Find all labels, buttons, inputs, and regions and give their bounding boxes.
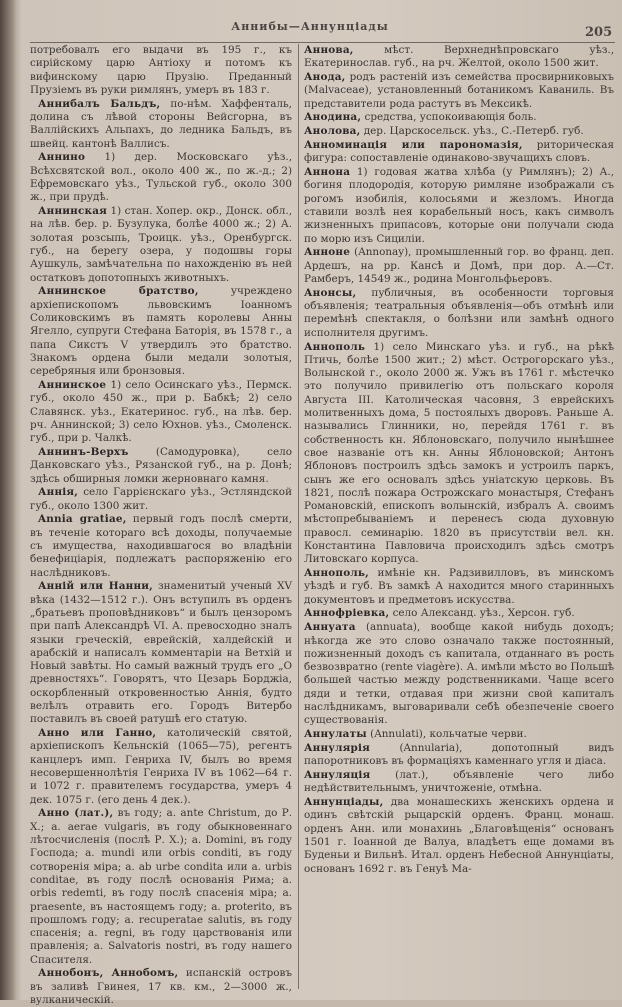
- entry-headword: Аннулярія: [304, 741, 371, 754]
- dictionary-entry: [30, 379, 292, 445]
- dictionary-entry: [30, 205, 292, 285]
- entry-headword: Аннуата: [304, 621, 356, 634]
- dictionary-entry: [30, 486, 292, 513]
- dictionary-entry: [304, 139, 614, 166]
- entry-text: 1) годовая жатва хлѣба (у Римлянъ); 2) А., богиня плодородія, которую римляне изображали съ рогомъ изобилія, колосьями и жезломъ. Иногда ставили возлѣ нея корабельный носъ, какъ символъ жизненныхъ припасовъ, которые они получали сюда по морю изъ Сициліи.: [304, 166, 614, 245]
- entry-text: по-нѣм. Хаффенталь, долина съ лѣвой стороны Вейсгорна, въ Валлійскихъ Альпахъ, до ледника Бальдъ, въ швейц. кантонѣ Валлисъ.: [30, 97, 292, 150]
- entry-text: имѣніе кн. Радзивилловъ, въ минскомъ уѣздѣ и губ. Въ замкѣ А находится много старинныхъ документовъ и предметовъ искусства.: [304, 567, 614, 606]
- book-gutter-shadow: [0, 0, 16, 1000]
- column-divider: [298, 44, 299, 989]
- dictionary-entry: [304, 287, 614, 340]
- entry-headword: Аннія,: [38, 486, 79, 499]
- entry-text: католическій святой, архіепископъ Кельнскій (1065—75), регентъ канцлеръ имп. Генриха IV, былъ во время несовершеннолѣтія Генриха IV въ 1062—64 г. и 1072 г. правителемъ государства, умеръ 4 дек. 1075 г. (его день 4 дек.).: [30, 727, 292, 806]
- dictionary-entry: [30, 807, 292, 967]
- entry-text: (лат.), объявленіе чего либо недѣйствительнымъ, уничтоженіе, отмѣна.: [304, 769, 614, 795]
- dictionary-entry: [304, 246, 614, 286]
- entry-headword: Анодина,: [304, 111, 362, 124]
- dictionary-entry: [304, 728, 614, 741]
- entry-text: въ году; a. ante Christum, до Р. Х.; a. aerae vulgaris, въ году обыкновеннаго лѣтосчисленія (послѣ Р. Х.); a. Domini, въ году Господа; a. mundi или orbis conditi, въ году сотворенія міра; a. ab urbe condita или a. urbis conditae, въ году послѣ основанія Рима; a. orbis redemti, въ году послѣ спасенія міра; a. praesente, въ настоящемъ году; a. proterito, въ прошломъ году; a. recuperatae salutis, въ году спасенія; a. regni, въ году царствованія или правленія; a. Salvatoris nostri, въ году нашего Спасителя.: [30, 807, 292, 966]
- entry-headword: Анно (лат.),: [38, 807, 114, 820]
- dictionary-entry: [30, 151, 292, 204]
- dictionary-entry: [30, 967, 292, 1007]
- entry-text: два монашескихъ женскихъ ордена и одинъ свѣтскій рыцарскій орденъ. Франц. монаш. орденъ Анн. или монахинь „Благовѣщенія“ основанъ 1501 г. Іоанной де Валуа, владѣетъ еще домами въ Буденьи и Вильнѣ. Итал. орденъ Небесной Аннунціаты, основанъ 1692 г. въ Генуѣ Ма-: [304, 796, 614, 875]
- dictionary-entry: [304, 769, 614, 796]
- left-column: [30, 44, 293, 1007]
- entry-text: потребовалъ его выдачи въ 195 г., къ сирійскому царю Антіоху и потомъ къ вифинскому царю Прузію. Преданный Прузіемъ въ руки римлянъ, умеръ въ 183 г.: [30, 44, 292, 96]
- dictionary-entry: [304, 166, 614, 246]
- entry-text: первый годъ послѣ смерти, въ теченіе котораго всѣ доходы, получаемые съ имущества, находившагося во владѣніи бенефиціарія, подлежатъ распоряженію его наслѣдниковъ.: [30, 513, 293, 579]
- entry-text: (Самодуровка), село Данковскаго уѣз., Рязанской губ., на р. Донѣ; здѣсь обширныя ломки жерновнаго камня.: [30, 445, 292, 485]
- dictionary-entry: [304, 111, 614, 124]
- running-head: Аннибы—Аннунціады: [231, 20, 389, 33]
- entry-headword: Анноминація или парономазія,: [304, 139, 523, 152]
- entry-headword: Анно или Ганно,: [38, 727, 157, 740]
- header-rule: [30, 42, 615, 43]
- dictionary-entry: [304, 341, 614, 567]
- entry-text: дер. Царскосельск. уѣз., С.-Петерб. губ.: [363, 125, 584, 138]
- entry-text: риторическая фигура: сопоставленіе одинаково-звучащихъ словъ.: [304, 139, 615, 165]
- entry-headword: Аннунціады,: [304, 796, 384, 809]
- entry-headword: Аннулаты: [304, 728, 367, 741]
- entry-text: село Александ. уѣз., Херсон. губ.: [392, 607, 575, 620]
- dictionary-entry: [304, 44, 614, 71]
- entry-headword: Аннинская: [38, 205, 108, 218]
- entry-text: 1) стан. Хопер. окр., Донск. обл., на лѣв. бер. р. Бузулука, болѣе 4000 ж.; 2) А. золотая розсыпь, Троицк. уѣз., Оренбургск. губ., на берегу озера, у подошвы горы Аушкуль, замѣчательна по нахожденію въ ней остатковъ допотопныхъ животныхъ.: [30, 205, 292, 284]
- dictionary-entry: [304, 567, 614, 607]
- entry-text: мѣст. Верхнеднѣпровскаго уѣз., Екатеринослав. губ., на рч. Желтой, около 1500 жит.: [304, 44, 615, 70]
- entry-headword: Аннобонъ, Аннобомъ,: [38, 967, 179, 980]
- entry-headword: Аннино: [38, 151, 86, 164]
- entry-headword: Анній или Нанни,: [38, 580, 153, 593]
- entry-text: средства, успокоивающія боль.: [364, 111, 537, 124]
- entry-text: село Гаррієнскаго уѣз., Эстляндской губ., около 1300 жит.: [30, 486, 292, 512]
- dictionary-entry: [30, 44, 292, 97]
- dictionary-entry: [30, 446, 292, 486]
- page-number: 205: [585, 25, 613, 40]
- dictionary-entry: [30, 513, 292, 579]
- entry-headword: Аннинское: [38, 378, 107, 391]
- right-column: [304, 44, 614, 994]
- entry-text: родъ растеній изъ семейства просвирниковыхъ (Malvaceae), установленный ботаникомъ Каваниль. Въ представители рода растутъ въ Мексикѣ.: [304, 71, 614, 110]
- entry-headword: Анолова,: [304, 125, 361, 138]
- dictionary-entry: [304, 71, 614, 111]
- dictionary-entry: [304, 621, 614, 727]
- entry-text: (annuata), вообще какой нибудь доходъ; нѣкогда же это слово означало также постоянный, пожизненный доходъ съ капитала, отданнаго въ рость безвозвратно (rente viagère). А. имѣли мѣсто во Польшѣ большей частью между родственниками. Чаще всего дяди и тетки, отдавая при жизни свой капиталъ наслѣдникамъ, выговаривали себѣ обезпеченіе своего существованія.: [304, 621, 614, 727]
- entry-text: (Annonay), промышленный гор. во франц. деп. Ардешъ, на рр. Кансѣ и Домѣ, при дор. А.—Ст. Рамберъ, 14549 ж., родина Монгольфьеровъ.: [304, 246, 615, 286]
- entry-text: испанскій островъ въ заливѣ Гвинея, 17 кв. км., 2—3000 ж., вулканическій.: [30, 967, 292, 1007]
- dictionary-entry: [30, 285, 292, 378]
- entry-headword: Аннибалъ Бальдъ,: [38, 97, 161, 110]
- entry-headword: Аннополь: [304, 340, 366, 353]
- entry-headword: Аннинъ-Верхъ: [38, 445, 129, 458]
- dictionary-entry: [30, 580, 292, 726]
- entry-text: (Annulati), кольчатые черви.: [370, 728, 527, 741]
- entry-text: 1) село Осинскаго уѣз., Пермск. губ., около 450 ж., при р. Бабкѣ; 2) село Славянск. уѣз., Екатеринос. губ., на лѣв. бер. рч. Аннинской; 3) село Юхнов. уѣз., Смоленск. губ., при р. Чалкѣ.: [30, 378, 292, 445]
- dictionary-entry: [304, 796, 614, 876]
- entry-headword: Аннова,: [304, 44, 354, 56]
- entry-text: (Annularia), допотопный видъ папоротниковъ въ формаціяхъ каменнаго угля и діаса.: [304, 741, 614, 768]
- entry-text: учреждено архіепископомъ львовскимъ Іоанномъ Соликовскимъ въ память королевы Анны Ягелло, супруги Стефана Баторія, въ 1578 г., а папа Сикстъ V утвердилъ это братство. Знакомъ ордена были медали золотыя, серебряныя или бронзовыя.: [30, 285, 292, 378]
- entry-headword: Аннуляція: [304, 769, 371, 782]
- dictionary-entry: [304, 742, 614, 769]
- dictionary-entry: [304, 125, 614, 138]
- entry-headword: Аннинское братство,: [38, 285, 199, 298]
- dictionary-entry: [30, 98, 292, 151]
- dictionary-entry: [304, 607, 614, 620]
- entry-headword: Анноне: [304, 246, 351, 259]
- dictionary-entry: [30, 727, 292, 807]
- entry-headword: Анода,: [304, 71, 346, 84]
- entry-headword: Анонсы,: [304, 286, 357, 299]
- entry-headword: Аннофріевка,: [304, 607, 390, 620]
- entry-text: 1) дер. Московскаго уѣз., Всѣхсвятской вол., около 400 ж., по ж.-д.; 2) Ефремовскаго уѣз., Тульской губ., около 300 ж., при прудѣ.: [30, 151, 292, 204]
- entry-text: знаменитый ученый XV вѣка (1432—1512 г.). Онъ вступилъ въ орденъ „братьевъ проповѣдниковъ“ и былъ цензоромъ при папѣ Александрѣ VI. А. превосходно зналъ языки греческій, еврейскій, халдейскій и арабскій и написалъ комментаріи на Ветхій и Новый завѣты. Но самый важный трудъ его „О древностяхъ“. Говорятъ, что Цезарь Борджіа, оскорбленный откровенностью Аннія, будто велѣлъ отравить его. Городъ Витербо поставилъ въ своей ратушѣ его статую.: [30, 580, 292, 726]
- entry-headword: Annia gratiae,: [38, 513, 127, 526]
- entry-headword: Аннополь,: [304, 567, 369, 580]
- entry-headword: Аннона: [304, 166, 351, 179]
- entry-text: публичныя, въ особенности торговыя объявленія; театральныя объявленія—объ отмѣнѣ или перемѣнѣ спектакля, о болѣзни или замѣнѣ одного исполнителя другимъ.: [304, 286, 614, 339]
- entry-text: 1) село Минскаго уѣз. и губ., на рѣкѣ Птичь, болѣе 1500 жит.; 2) мѣст. Острогорскаго уѣз., Волынской г., около 2000 ж. Ужъ въ 1761 г. мѣстечко это получило привилегію отъ польскаго короля Августа III. Католическая часовня, 3 еврейскихъ молитвенныхъ дома, 5 постоялыхъ дворовъ. Раньше А. назывались Глинники, но, перейдя 1761 г. въ собственность кн. Яблоновскаго, получило нынѣшнее свое названіе отъ кн. Анны Яблоновской; Антонъ Яблоновъ построилъ здѣсь замокъ и устроилъ паркъ, сынъ же его основалъ здѣсь уніатскую церковь. Въ 1821, послѣ пожара Острожскаго монастыря, Стефанъ Романовскій, епископъ волынскій, избралъ А. своимъ мѣстопребываніемъ и перенесъ сюда духовную правосл. семинарію. 1820 въ присутствіи вел. кн. Константина Павловича происходилъ здѣсь смотръ Литовскаго корпуса.: [304, 340, 614, 566]
